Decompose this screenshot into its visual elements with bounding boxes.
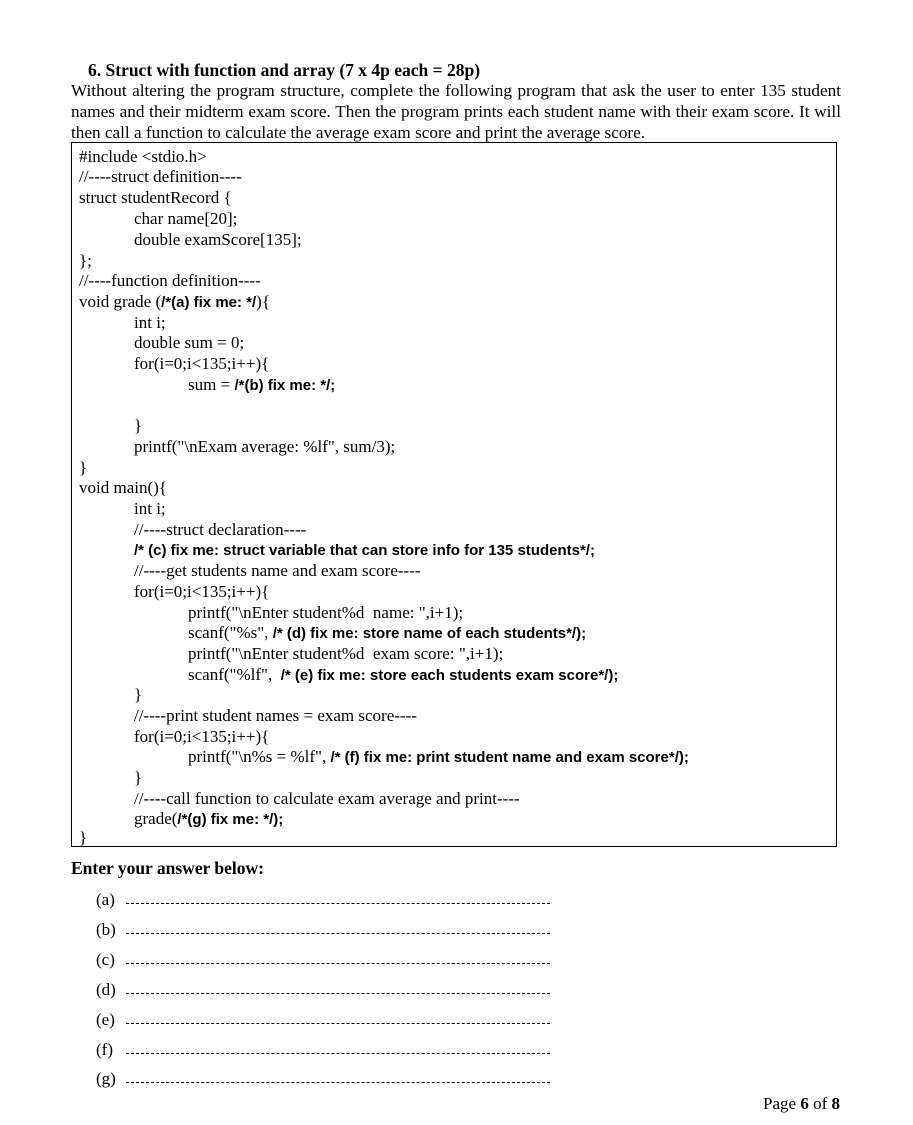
answer-blank-line xyxy=(126,903,550,904)
code-line-include: #include <stdio.h> xyxy=(79,147,207,166)
code-line-print-loop: for(i=0;i<135;i++){ xyxy=(134,727,270,746)
code-line-scanf-name: scanf("%s", /* (d) fix me: store name of each students*/); xyxy=(188,623,587,642)
code-line-grade-call: grade(/*(g) fix me: */); xyxy=(134,809,284,828)
fix-me-g: /*(g) fix me: */); xyxy=(177,811,284,828)
code-line-print-loop-close: } xyxy=(134,768,143,787)
question-description: Without altering the program structure, complete the following program that ask the user to enter 135 student names and their midterm exam score. Then the program prints each student name with their exam score. It will then call a function to calculate the average exam score and print the average score. xyxy=(71,81,841,142)
fix-me-c: /* (c) fix me: struct variable that can store info for 135 students*/; xyxy=(134,542,595,559)
code-line-main-open: void main(){ xyxy=(79,478,167,497)
question-title: 6. Struct with function and array (7 x 4p each = 28p) xyxy=(88,60,481,80)
code-line-struct-decl xyxy=(134,540,595,561)
answer-label: (d) xyxy=(96,980,116,999)
answer-label: (g) xyxy=(96,1069,116,1088)
answer-row-g[interactable] xyxy=(96,1069,556,1091)
code-comment-struct-def: //----struct definition---- xyxy=(79,167,242,186)
fix-me-d: /* (d) fix me: store name of each students*/); xyxy=(272,625,587,642)
answer-blank-line xyxy=(126,1053,550,1054)
answer-blank-line xyxy=(126,933,550,934)
code-line-scanf-score: scanf("%lf", /* (e) fix me: store each students exam score*/); xyxy=(188,665,619,684)
code-line-name-field: char name[20]; xyxy=(134,209,238,228)
code-line-input-loop-close: } xyxy=(134,685,143,704)
code-line-for-close: } xyxy=(134,416,143,435)
code-line-sum-assign: sum = /*(b) fix me: */; xyxy=(188,375,336,394)
code-comment-call: //----call function to calculate exam average and print---- xyxy=(134,789,520,808)
answer-blank-line xyxy=(126,1082,550,1083)
answer-label: (e) xyxy=(96,1010,115,1029)
code-line-printf-avg: printf("\nExam average: %lf", sum/3); xyxy=(134,437,396,456)
answer-blank-line xyxy=(126,1023,550,1024)
answer-blank-line xyxy=(126,963,550,964)
code-comment-struct-decl: //----struct declaration---- xyxy=(134,520,307,539)
answer-heading: Enter your answer below: xyxy=(71,858,264,878)
answer-row-a[interactable] xyxy=(96,890,556,912)
code-line-grade-signature: void grade (/*(a) fix me: */){ xyxy=(79,292,270,311)
code-line-struct-close: }; xyxy=(79,251,92,270)
code-line-score-field: double examScore[135]; xyxy=(134,230,302,249)
answer-label: (a) xyxy=(96,890,115,909)
page-number: Page 6 of 8 xyxy=(763,1094,840,1113)
answer-blank-line xyxy=(126,993,550,994)
code-line-struct-open: struct studentRecord { xyxy=(79,188,232,207)
code-line-prompt-score: printf("\nEnter student%d exam score: ",i+1); xyxy=(188,644,504,663)
code-listing xyxy=(71,142,837,847)
code-comment-print: //----print student names = exam score---- xyxy=(134,706,417,725)
fix-me-a: /*(a) fix me: */ xyxy=(161,294,257,311)
code-line-int-i: int i; xyxy=(134,313,166,332)
answer-label: (b) xyxy=(96,920,116,939)
answer-row-f[interactable] xyxy=(96,1040,556,1062)
code-line-printf-record: printf("\n%s = %lf", /* (f) fix me: print student name and exam score*/); xyxy=(188,747,689,766)
code-line-sum-init: double sum = 0; xyxy=(134,333,245,352)
code-line-prompt-name: printf("\nEnter student%d name: ",i+1); xyxy=(188,603,464,622)
code-line-main-int-i: int i; xyxy=(134,499,166,518)
fix-me-b: /*(b) fix me: */; xyxy=(234,377,336,394)
fix-me-e: /* (e) fix me: store each students exam score*/); xyxy=(280,667,619,684)
answer-row-e[interactable] xyxy=(96,1010,556,1032)
code-line-for-loop: for(i=0;i<135;i++){ xyxy=(134,354,270,373)
code-line-input-loop: for(i=0;i<135;i++){ xyxy=(134,582,270,601)
fix-me-f: /* (f) fix me: print student name and exam score*/); xyxy=(330,749,689,766)
code-line-grade-close: } xyxy=(79,458,88,477)
code-comment-func-def: //----function definition---- xyxy=(79,271,261,290)
answer-row-b[interactable] xyxy=(96,920,556,942)
code-comment-input: //----get students name and exam score---- xyxy=(134,561,421,580)
answer-row-d[interactable] xyxy=(96,980,556,1002)
answer-label: (c) xyxy=(96,950,115,969)
code-line-main-close: } xyxy=(79,828,88,847)
answer-row-c[interactable] xyxy=(96,950,556,972)
answer-label: (f) xyxy=(96,1040,113,1059)
